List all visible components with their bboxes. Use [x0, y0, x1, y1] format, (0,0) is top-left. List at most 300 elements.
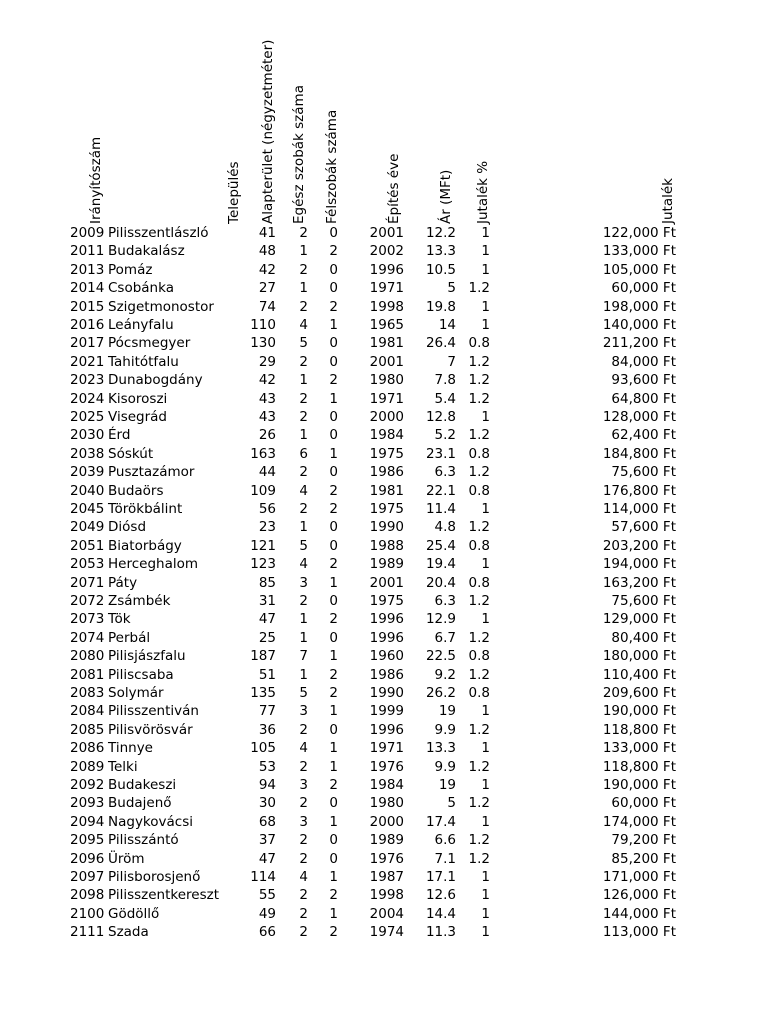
cell-area: 51	[258, 666, 276, 683]
cell-price: 19	[438, 777, 456, 793]
cell-commission: 128,000 Ft	[602, 409, 676, 425]
table-row	[0, 831, 768, 849]
cell-commission: 129,000 Ft	[602, 611, 676, 628]
cell-half-rooms: 0	[329, 519, 338, 536]
cell-price: 19.8	[425, 298, 456, 315]
table-row	[0, 739, 768, 757]
cell-rooms: 2	[299, 795, 308, 812]
cell-year: 2002	[369, 243, 404, 260]
cell-area: 47	[258, 611, 276, 628]
cell-zip: 2016	[70, 317, 105, 333]
cell-half-rooms: 1	[329, 758, 338, 775]
cell-area: 30	[258, 795, 276, 812]
cell-area: 48	[258, 243, 276, 260]
cell-zip: 2025	[70, 409, 105, 425]
cell-half-rooms: 0	[329, 464, 338, 481]
cell-area: 41	[258, 225, 276, 241]
cell-year: 2000	[369, 813, 404, 830]
cell-rooms: 5	[299, 335, 308, 352]
cell-year: 1965	[369, 317, 404, 333]
cell-half-rooms: 2	[329, 666, 338, 683]
cell-year: 1989	[369, 832, 404, 849]
cell-rooms: 2	[299, 261, 308, 278]
cell-zip: 2013	[70, 261, 105, 278]
table-row	[0, 261, 768, 279]
cell-area: 27	[258, 280, 276, 297]
cell-commission: 60,000 Ft	[611, 795, 676, 812]
cell-price: 7.8	[434, 372, 456, 389]
table-row	[0, 850, 768, 868]
table-row	[0, 316, 768, 334]
cell-rooms: 5	[299, 537, 308, 554]
cell-half-rooms: 2	[329, 556, 338, 573]
cell-year: 1998	[369, 887, 404, 904]
cell-price: 9.2	[434, 666, 456, 683]
cell-rooms: 5	[299, 685, 308, 701]
cell-commission: 57,600 Ft	[611, 519, 676, 536]
header-half-rooms: Félszobák száma	[324, 109, 340, 224]
cell-rooms: 4	[299, 317, 308, 333]
cell-area: 26	[258, 427, 276, 444]
cell-zip: 2111	[70, 924, 105, 941]
header-rooms: Egész szobák száma	[291, 85, 307, 224]
cell-pct: 1.2	[468, 593, 490, 609]
table-row	[0, 868, 768, 886]
cell-commission: 118,800 Ft	[602, 721, 676, 738]
cell-pct: 1	[481, 298, 490, 315]
cell-area: 187	[250, 648, 276, 665]
cell-zip: 2009	[70, 225, 105, 241]
cell-half-rooms: 2	[329, 924, 338, 941]
cell-pct: 1.2	[468, 372, 490, 389]
cell-year: 1971	[369, 390, 404, 407]
cell-zip: 2073	[70, 611, 105, 628]
cell-year: 1975	[369, 445, 404, 462]
cell-zip: 2023	[70, 372, 105, 389]
cell-price: 22.5	[425, 648, 456, 665]
cell-price: 4.8	[434, 519, 456, 536]
cell-price: 7	[447, 353, 456, 370]
cell-year: 1975	[369, 593, 404, 609]
cell-half-rooms: 0	[329, 225, 338, 241]
cell-pct: 0.8	[468, 335, 490, 352]
cell-price: 6.7	[434, 629, 456, 646]
cell-year: 1996	[369, 611, 404, 628]
table-row	[0, 721, 768, 739]
cell-area: 130	[250, 335, 276, 352]
table-row	[0, 242, 768, 260]
cell-half-rooms: 1	[329, 574, 338, 591]
cell-area: 66	[258, 924, 276, 941]
table-row	[0, 334, 768, 352]
cell-year: 1975	[369, 501, 404, 517]
cell-year: 1981	[369, 335, 404, 352]
cell-town: Pusztazámor	[108, 464, 195, 481]
cell-zip: 2030	[70, 427, 105, 444]
cell-half-rooms: 2	[329, 372, 338, 389]
cell-half-rooms: 1	[329, 317, 338, 333]
cell-year: 2001	[369, 574, 404, 591]
cell-price: 11.3	[425, 924, 456, 941]
cell-area: 56	[258, 501, 276, 517]
cell-price: 12.2	[425, 225, 456, 241]
cell-half-rooms: 0	[329, 795, 338, 812]
cell-commission: 75,600 Ft	[611, 464, 676, 481]
cell-town: Visegrád	[108, 409, 167, 425]
cell-zip: 2096	[70, 850, 105, 867]
cell-commission: 110,400 Ft	[602, 666, 676, 683]
cell-zip: 2038	[70, 445, 105, 462]
cell-commission: 133,000 Ft	[602, 243, 676, 260]
cell-year: 1981	[369, 482, 404, 499]
cell-area: 42	[258, 261, 276, 278]
table-row	[0, 463, 768, 481]
table-row	[0, 371, 768, 389]
cell-rooms: 4	[299, 740, 308, 757]
cell-rooms: 2	[299, 593, 308, 609]
cell-commission: 80,400 Ft	[611, 629, 676, 646]
cell-half-rooms: 2	[329, 298, 338, 315]
cell-price: 7.1	[434, 850, 456, 867]
cell-year: 1996	[369, 721, 404, 738]
cell-commission: 163,200 Ft	[602, 574, 676, 591]
cell-rooms: 2	[299, 298, 308, 315]
cell-price: 5	[447, 795, 456, 812]
cell-price: 13.3	[425, 243, 456, 260]
cell-price: 19.4	[425, 556, 456, 573]
cell-price: 6.6	[434, 832, 456, 849]
cell-price: 20.4	[425, 574, 456, 591]
cell-pct: 1.2	[468, 666, 490, 683]
cell-town: Telki	[108, 758, 138, 775]
cell-rooms: 1	[299, 629, 308, 646]
cell-pct: 0.8	[468, 537, 490, 554]
cell-pct: 1.2	[468, 280, 490, 297]
header-year: Építés éve	[386, 153, 402, 224]
cell-price: 17.4	[425, 813, 456, 830]
cell-area: 94	[258, 777, 276, 793]
cell-area: 110	[250, 317, 276, 333]
cell-zip: 2072	[70, 593, 105, 609]
cell-year: 1990	[369, 685, 404, 701]
table-row	[0, 702, 768, 720]
cell-year: 1999	[369, 703, 404, 720]
cell-price: 6.3	[434, 593, 456, 609]
table-row	[0, 224, 768, 242]
cell-town: Törökbálint	[108, 501, 183, 517]
cell-year: 1974	[369, 924, 404, 941]
cell-zip: 2021	[70, 353, 105, 370]
cell-commission: 79,200 Ft	[611, 832, 676, 849]
cell-town: Leányfalu	[108, 317, 174, 333]
cell-price: 13.3	[425, 740, 456, 757]
cell-area: 68	[258, 813, 276, 830]
cell-area: 43	[258, 390, 276, 407]
cell-area: 55	[258, 887, 276, 904]
table-row	[0, 905, 768, 923]
cell-rooms: 2	[299, 832, 308, 849]
cell-town: Szada	[108, 924, 149, 941]
cell-town: Pilisszántó	[108, 832, 179, 849]
cell-rooms: 3	[299, 777, 308, 793]
cell-rooms: 1	[299, 666, 308, 683]
cell-area: 29	[258, 353, 276, 370]
cell-year: 1980	[369, 372, 404, 389]
header-price: Ár (MFt)	[438, 169, 454, 224]
cell-commission: 64,800 Ft	[611, 390, 676, 407]
cell-town: Sóskút	[108, 445, 154, 462]
table-row	[0, 555, 768, 573]
cell-rooms: 6	[299, 445, 308, 462]
cell-zip: 2074	[70, 629, 105, 646]
cell-price: 19	[438, 703, 456, 720]
cell-price: 5.2	[434, 427, 456, 444]
cell-commission: 174,000 Ft	[602, 813, 676, 830]
cell-town: Budakeszi	[108, 777, 177, 793]
cell-commission: 190,000 Ft	[602, 703, 676, 720]
cell-commission: 93,600 Ft	[611, 372, 676, 389]
cell-half-rooms: 1	[329, 390, 338, 407]
cell-town: Pilisjászfalu	[108, 648, 186, 665]
cell-commission: 85,200 Ft	[611, 850, 676, 867]
cell-rooms: 2	[299, 390, 308, 407]
cell-rooms: 1	[299, 519, 308, 536]
cell-town: Pilisszentkereszt	[108, 887, 220, 904]
cell-price: 22.1	[425, 482, 456, 499]
cell-pct: 0.8	[468, 574, 490, 591]
cell-price: 6.3	[434, 464, 456, 481]
cell-pct: 1.2	[468, 721, 490, 738]
cell-town: Budaörs	[108, 482, 164, 499]
cell-commission: 180,000 Ft	[602, 648, 676, 665]
cell-commission: 62,400 Ft	[611, 427, 676, 444]
cell-pct: 1	[481, 409, 490, 425]
cell-rooms: 4	[299, 556, 308, 573]
cell-rooms: 2	[299, 353, 308, 370]
cell-pct: 1.2	[468, 850, 490, 867]
cell-rooms: 4	[299, 482, 308, 499]
header-zip: Irányítószám	[88, 136, 104, 224]
cell-half-rooms: 0	[329, 721, 338, 738]
cell-year: 1984	[369, 777, 404, 793]
cell-pct: 1.2	[468, 464, 490, 481]
cell-commission: 84,000 Ft	[611, 353, 676, 370]
cell-zip: 2092	[70, 777, 105, 793]
cell-zip: 2015	[70, 298, 105, 315]
header-town: Település	[226, 161, 242, 224]
cell-pct: 1.2	[468, 629, 490, 646]
cell-town: Pomáz	[108, 261, 153, 278]
table-row	[0, 813, 768, 831]
cell-rooms: 2	[299, 887, 308, 904]
cell-area: 135	[250, 685, 276, 701]
cell-town: Tinnye	[108, 740, 153, 757]
cell-zip: 2100	[70, 905, 105, 922]
cell-half-rooms: 1	[329, 648, 338, 665]
cell-town: Biatorbágy	[108, 537, 182, 554]
cell-commission: 203,200 Ft	[602, 537, 676, 554]
table-row	[0, 279, 768, 297]
cell-half-rooms: 0	[329, 353, 338, 370]
cell-price: 26.4	[425, 335, 456, 352]
table-row	[0, 426, 768, 444]
cell-pct: 1	[481, 869, 490, 885]
table-row	[0, 592, 768, 610]
cell-commission: 209,600 Ft	[602, 685, 676, 701]
cell-town: Pilisszentiván	[108, 703, 199, 720]
cell-price: 10.5	[425, 261, 456, 278]
cell-town: Szigetmonostor	[108, 298, 214, 315]
cell-year: 1989	[369, 556, 404, 573]
cell-pct: 1.2	[468, 758, 490, 775]
cell-pct: 1	[481, 611, 490, 628]
table-row	[0, 758, 768, 776]
cell-half-rooms: 1	[329, 445, 338, 462]
cell-half-rooms: 0	[329, 629, 338, 646]
cell-pct: 1.2	[468, 832, 490, 849]
cell-half-rooms: 2	[329, 887, 338, 904]
cell-price: 9.9	[434, 758, 456, 775]
table-row	[0, 610, 768, 628]
cell-rooms: 3	[299, 703, 308, 720]
cell-year: 2004	[369, 905, 404, 922]
cell-zip: 2098	[70, 887, 105, 904]
table-row	[0, 537, 768, 555]
cell-zip: 2093	[70, 795, 105, 812]
cell-year: 1971	[369, 740, 404, 757]
cell-half-rooms: 0	[329, 537, 338, 554]
cell-price: 9.9	[434, 721, 456, 738]
cell-commission: 126,000 Ft	[602, 887, 676, 904]
cell-town: Nagykovácsi	[108, 813, 193, 830]
cell-pct: 1	[481, 924, 490, 941]
table-row	[0, 647, 768, 665]
cell-zip: 2024	[70, 390, 105, 407]
cell-price: 26.2	[425, 685, 456, 701]
table-row	[0, 794, 768, 812]
cell-area: 25	[258, 629, 276, 646]
table-row	[0, 666, 768, 684]
cell-area: 23	[258, 519, 276, 536]
cell-rooms: 4	[299, 869, 308, 885]
cell-commission: 122,000 Ft	[602, 225, 676, 241]
cell-pct: 1	[481, 887, 490, 904]
cell-year: 1998	[369, 298, 404, 315]
cell-area: 43	[258, 409, 276, 425]
cell-area: 47	[258, 850, 276, 867]
cell-price: 23.1	[425, 445, 456, 462]
table-row	[0, 408, 768, 426]
cell-commission: 184,800 Ft	[602, 445, 676, 462]
cell-price: 12.8	[425, 409, 456, 425]
cell-town: Dunabogdány	[108, 372, 203, 389]
table-row	[0, 390, 768, 408]
cell-town: Pilisborosjenő	[108, 869, 201, 885]
cell-year: 1987	[369, 869, 404, 885]
cell-town: Kisoroszi	[108, 390, 168, 407]
cell-pct: 1	[481, 777, 490, 793]
cell-year: 1976	[369, 850, 404, 867]
cell-zip: 2084	[70, 703, 105, 720]
cell-half-rooms: 0	[329, 832, 338, 849]
cell-half-rooms: 2	[329, 482, 338, 499]
cell-pct: 1.2	[468, 519, 490, 536]
cell-pct: 1	[481, 243, 490, 260]
cell-commission: 75,600 Ft	[611, 593, 676, 609]
cell-area: 77	[258, 703, 276, 720]
cell-commission: 190,000 Ft	[602, 777, 676, 793]
cell-commission: 194,000 Ft	[602, 556, 676, 573]
cell-commission: 198,000 Ft	[602, 298, 676, 315]
table-row	[0, 684, 768, 702]
cell-rooms: 1	[299, 243, 308, 260]
cell-half-rooms: 0	[329, 427, 338, 444]
cell-half-rooms: 0	[329, 280, 338, 297]
cell-area: 123	[250, 556, 276, 573]
cell-price: 12.6	[425, 887, 456, 904]
cell-pct: 1.2	[468, 427, 490, 444]
cell-zip: 2094	[70, 813, 105, 830]
cell-rooms: 2	[299, 905, 308, 922]
cell-year: 1984	[369, 427, 404, 444]
cell-year: 1990	[369, 519, 404, 536]
cell-pct: 1	[481, 703, 490, 720]
cell-zip: 2039	[70, 464, 105, 481]
cell-commission: 176,800 Ft	[602, 482, 676, 499]
cell-pct: 0.8	[468, 648, 490, 665]
cell-year: 2001	[369, 353, 404, 370]
cell-price: 12.9	[425, 611, 456, 628]
cell-pct: 1.2	[468, 795, 490, 812]
cell-half-rooms: 1	[329, 703, 338, 720]
cell-pct: 1	[481, 813, 490, 830]
cell-area: 114	[250, 869, 276, 885]
cell-town: Páty	[108, 574, 138, 591]
cell-year: 1971	[369, 280, 404, 297]
cell-year: 1986	[369, 666, 404, 683]
cell-half-rooms: 2	[329, 777, 338, 793]
cell-town: Pócsmegyer	[108, 335, 191, 352]
cell-town: Gödöllő	[108, 905, 160, 922]
table-row	[0, 629, 768, 647]
cell-year: 2001	[369, 225, 404, 241]
cell-year: 1988	[369, 537, 404, 554]
cell-area: 85	[258, 574, 276, 591]
cell-area: 37	[258, 832, 276, 849]
cell-zip: 2017	[70, 335, 105, 352]
cell-pct: 1	[481, 225, 490, 241]
cell-zip: 2086	[70, 740, 105, 757]
cell-town: Tök	[108, 611, 131, 628]
cell-price: 14.4	[425, 905, 456, 922]
cell-pct: 1	[481, 556, 490, 573]
cell-commission: 60,000 Ft	[611, 280, 676, 297]
table-row	[0, 445, 768, 463]
cell-pct: 0.8	[468, 445, 490, 462]
cell-year: 1996	[369, 261, 404, 278]
cell-area: 31	[258, 593, 276, 609]
cell-zip: 2085	[70, 721, 105, 738]
cell-town: Érd	[108, 427, 131, 444]
cell-pct: 1	[481, 261, 490, 278]
cell-zip: 2083	[70, 685, 105, 701]
cell-commission: 144,000 Ft	[602, 905, 676, 922]
cell-town: Zsámbék	[108, 593, 171, 609]
cell-half-rooms: 2	[329, 611, 338, 628]
cell-town: Piliscsaba	[108, 666, 174, 683]
cell-rooms: 2	[299, 501, 308, 517]
cell-rooms: 2	[299, 924, 308, 941]
